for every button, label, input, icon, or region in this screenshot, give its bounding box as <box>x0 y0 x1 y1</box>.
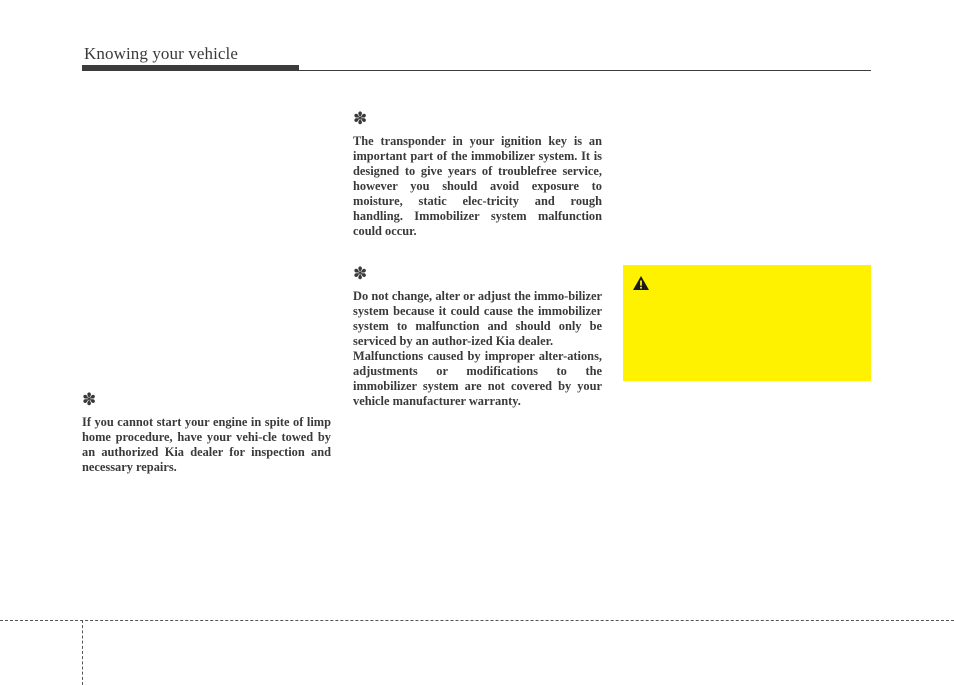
section-title: Knowing your vehicle <box>84 44 239 63</box>
warning-triangle-icon <box>632 275 650 291</box>
warning-box <box>623 265 871 381</box>
header-rule <box>299 70 871 71</box>
note-text: Do not change, alter or adjust the immo-bilizer system because it could cause the immobilizer system to malfunction and should only be serviced by an author-ized Kia dealer. <box>353 289 602 348</box>
footer-dashed-rule <box>0 620 954 621</box>
note-text: Malfunctions caused by improper alter-ations, adjustments or modifications to the immobilizer system are not covered by your vehicle manufacturer warranty. <box>353 349 602 408</box>
note-text: The transponder in your ignition key is an important part of the immobilizer system. It is designed to give years of troublefree service, however you should avoid exposure to moisture, static elec-tricity and rough handling. Immobilizer system malfunction could occur. <box>353 134 602 238</box>
note-asterisk-icon: ✽ <box>353 264 368 284</box>
footer-dashed-vertical <box>82 620 83 685</box>
note-asterisk-icon: ✽ <box>353 109 368 129</box>
note-do-not-alter <box>353 266 602 409</box>
header-accent-bar <box>82 65 299 71</box>
note-transponder <box>353 111 602 239</box>
note-limp-home <box>82 392 331 475</box>
note-text: If you cannot start your engine in spite of limp home procedure, have your vehi-cle towed by an authorized Kia dealer for inspection and necessary repairs. <box>82 415 331 474</box>
note-asterisk-icon: ✽ <box>82 390 97 410</box>
